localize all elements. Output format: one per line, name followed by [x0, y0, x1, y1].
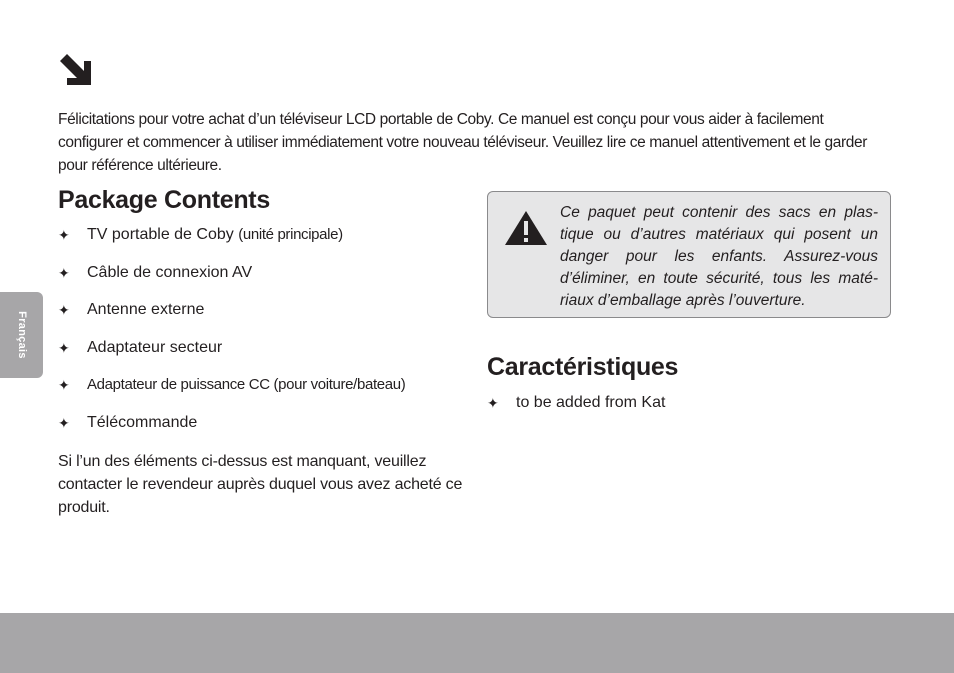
- warning-box: [487, 191, 891, 318]
- list-item: ✦ Adaptateur de puissance CC (pour voiture/bateau): [58, 374, 478, 412]
- language-label: Français: [15, 311, 28, 359]
- list-item: ✦ TV portable de Coby (unité principale): [58, 224, 478, 262]
- list-item: ✦ Câble de connexion AV: [58, 262, 478, 300]
- list-item: ✦ Antenne externe: [58, 299, 478, 337]
- bullet-icon: ✦: [58, 414, 70, 431]
- package-contents-list: [58, 224, 478, 450]
- warning-triangle-icon: [504, 210, 548, 246]
- arrow-down-right-icon: [58, 52, 94, 88]
- list-item: ✦ Adaptateur secteur: [58, 337, 478, 375]
- list-item: ✦ to be added from Kat: [487, 392, 665, 414]
- warning-text: Ce paquet peut contenir des sacs en plastique ou d’autres matériaux qui posent un danger pour les enfants. Assurez-vous d’éliminer, en toute sécurité, tous les matériaux d’emballage après l’ouverture.: [560, 204, 878, 309]
- intro-paragraph: Félicitations pour votre achat d’un téléviseur LCD portable de Coby. Ce manuel est conçu pour vous aider à facilement configurer et commencer à utiliser immédiatement votre nouveau téléviseur. Veuillez lire ce manuel attentivement et le garder pour référence ultérieure.: [58, 111, 867, 174]
- bullet-icon: ✦: [58, 227, 70, 243]
- language-side-tab: [0, 292, 43, 378]
- bullet-icon: ✦: [58, 264, 70, 281]
- footer-bar: [0, 613, 954, 673]
- bullet-icon: ✦: [58, 302, 70, 319]
- bullet-icon: ✦: [487, 395, 499, 411]
- package-contents-heading: Package Contents: [58, 186, 270, 214]
- list-item: ✦ Télécommande: [58, 412, 478, 450]
- missing-items-note: Si l’un des éléments ci-dessus est manquant, veuillez contacter le revendeur auprès duquel vous avez acheté ce produit.: [58, 453, 463, 516]
- features-heading: Caractéristiques: [487, 353, 679, 381]
- features-list: [487, 392, 665, 414]
- bullet-icon: ✦: [58, 377, 70, 394]
- bullet-icon: ✦: [58, 339, 70, 356]
